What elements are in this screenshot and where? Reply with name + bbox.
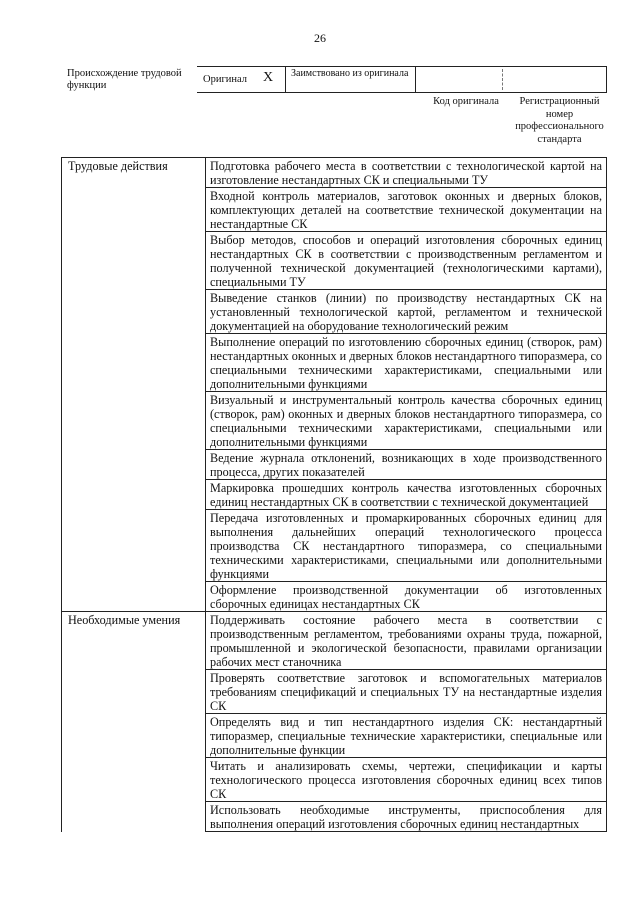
- labor-action-item: Входной контроль материалов, заготовок оконных и дверных блоков, комплектующих деталей на соответствие технической документации на нестандартные СК: [206, 188, 607, 232]
- labor-function-table: [61, 157, 607, 832]
- divider-line: [285, 67, 286, 92]
- dashed-divider: [502, 69, 503, 90]
- origin-table: [197, 66, 607, 93]
- code-label: Код оригинала: [433, 96, 499, 107]
- labor-action-item: Ведение журнала отклонений, возникающих в ходе производственного процесса, других показателей: [206, 450, 607, 480]
- skill-item: Читать и анализировать схемы, чертежи, спецификации и карты технологического процесса изготовления сборочных единиц всех типов СК: [206, 758, 607, 802]
- registration-label: Регистрационный номер профессионального стандарта: [515, 96, 604, 145]
- table-row: [62, 158, 607, 188]
- skill-item: Проверять соответствие заготовок и вспомогательных материалов требованиям спецификаций и специальных ТУ на нестандартные изделия СК: [206, 670, 607, 714]
- labor-action-item: Выведение станков (линии) по производству нестандартных СК на установленный технологической картой, регламентом и технической документацией на оборудование технологический режим: [206, 290, 607, 334]
- labor-action-item: Выбор методов, способов и операций изготовления сборочных единиц нестандартных СК в соответствии с производственным регламентом и полученной технической документацией (технологическими картами), специальными ТУ: [206, 232, 607, 290]
- origin-label: Происхождение трудовой функции: [67, 68, 182, 91]
- skill-item: Использовать необходимые инструменты, приспособления для выполнения операций изготовления сборочных единиц нестандартных: [206, 802, 607, 832]
- original-label: Оригинал: [203, 74, 247, 85]
- page-number: 26: [314, 31, 326, 45]
- table-row: [62, 612, 607, 670]
- skill-item: Определять вид и тип нестандартного изделия СК: нестандартный типоразмер, специальные технические характеристики, специальные или дополнительные функции: [206, 714, 607, 758]
- labor-action-item: Маркировка прошедших контроль качества изготовленных сборочных единиц нестандартных СК в соответствии с технической документацией: [206, 480, 607, 510]
- labor-action-item: Выполнение операций по изготовлению сборочных единиц (створок, рам) нестандартных оконных и дверных блоков нестандартного типоразмера, со специальными техническими характеристиками, специальными или дополнительными функциями: [206, 334, 607, 392]
- divider-line: [415, 67, 416, 92]
- skill-item: Поддерживать состояние рабочего места в соответствии с производственным регламентом, требованиями охраны труда, пожарной, промышленной и экологической безопасности, правилами организации рабочих мест станочника: [206, 612, 607, 670]
- labor-action-item: Подготовка рабочего места в соответствии с технологической картой на изготовление нестандартных СК и специальными ТУ: [206, 158, 607, 188]
- borrowed-label: Заимствовано из оригинала: [291, 68, 409, 79]
- labor-action-item: Оформление производственной документации об изготовленных сборочных единицах нестандартных СК: [206, 582, 607, 612]
- required-skills-title: Необходимые умения: [62, 612, 206, 832]
- labor-action-item: Визуальный и инструментальный контроль качества сборочных единиц (створок, рам) оконных и дверных блоков нестандартного типоразмера, со специальными техническими характеристиками, специальными или дополнительными функциями: [206, 392, 607, 450]
- original-mark: X: [263, 70, 274, 85]
- labor-action-item: Передача изготовленных и промаркированных сборочных единиц для выполнения дальнейших операций технологического процесса производства СК нестандартного типоразмера, со специальными техническими характеристиками, специальными или дополнительными функциями: [206, 510, 607, 582]
- labor-actions-title: Трудовые действия: [62, 158, 206, 612]
